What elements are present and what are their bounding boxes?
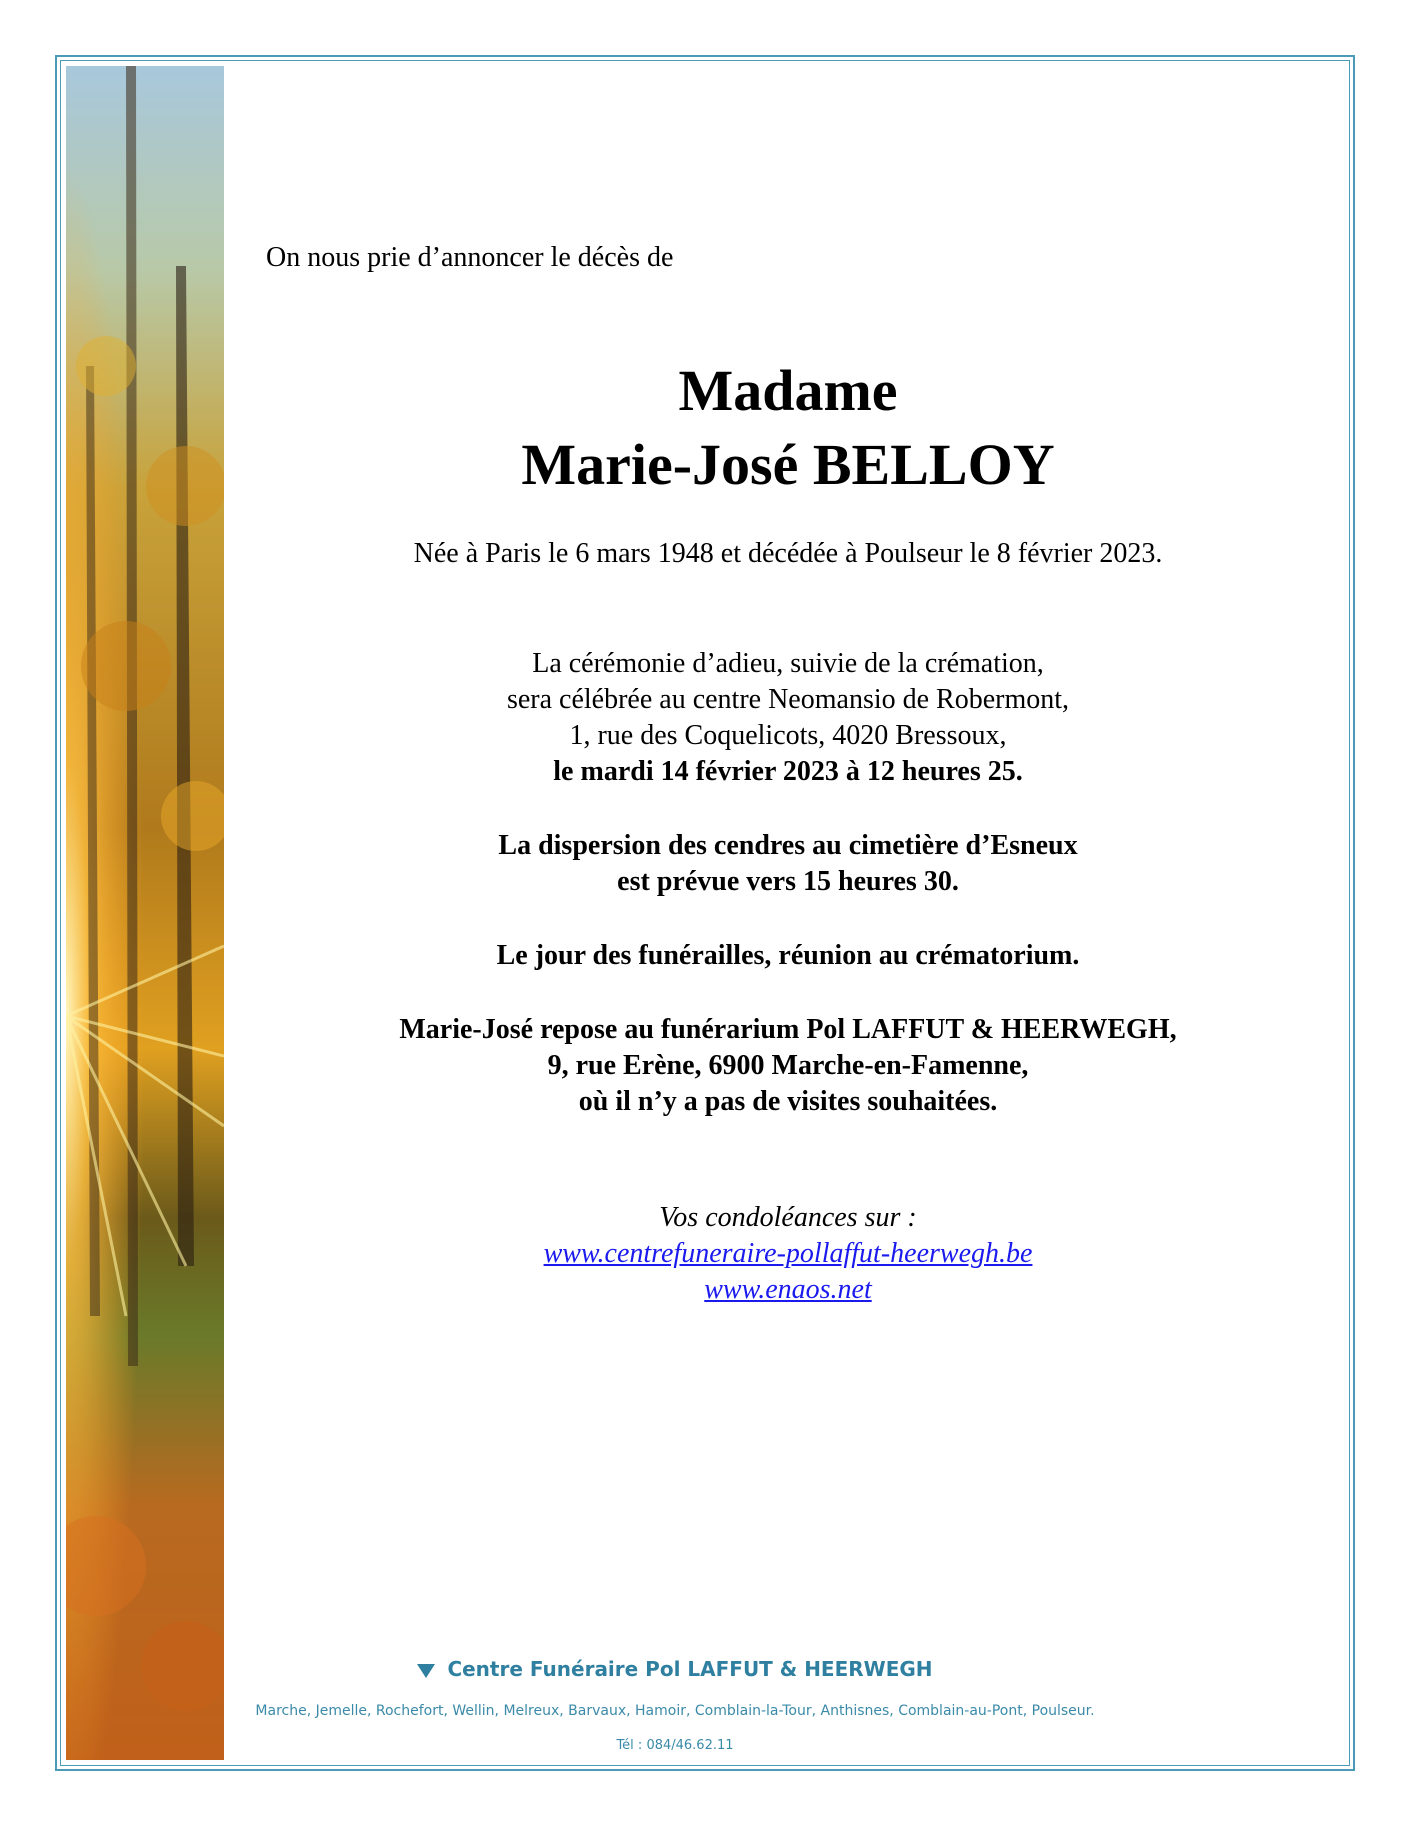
footer-telephone: Tél : 084/46.62.11 — [616, 1738, 734, 1753]
dispersion-line-2: est prévue vers 15 heures 30. — [617, 866, 959, 897]
triangle-down-icon — [417, 1664, 435, 1678]
intro-text: On nous prie d’annoncer le décès de — [266, 242, 674, 273]
deceased-name: Marie-José BELLOY — [521, 432, 1055, 497]
ceremony-line-1: La cérémonie d’adieu, suivie de la crémation, — [532, 648, 1044, 679]
repose-line-2: 9, rue Erène, 6900 Marche-en-Famenne, — [547, 1050, 1029, 1081]
condolences-link-centrefuneraire[interactable]: www.centrefuneraire-pollaffut-heerwegh.be — [543, 1238, 1033, 1269]
ceremony-date: le mardi 14 février 2023 à 12 heures 25. — [553, 756, 1023, 787]
repose-line-3: où il n’y a pas de visites souhaitées. — [578, 1086, 998, 1117]
repose-line-1: Marie-José repose au funérarium Pol LAFFUT & HEERWEGH, — [399, 1014, 1177, 1045]
deceased-title: Madame — [678, 358, 898, 423]
birth-death-line: Née à Paris le 6 mars 1948 et décédée à Poulseur le 8 février 2023. — [413, 538, 1163, 569]
reunion-line: Le jour des funérailles, réunion au crématorium. — [496, 940, 1080, 971]
ceremony-line-2: sera célébrée au centre Neomansio de Robermont, — [506, 684, 1070, 715]
footer-company-name: Centre Funéraire Pol LAFFUT & HEERWEGH — [447, 1657, 933, 1681]
page-border-inner — [60, 60, 1350, 1766]
ceremony-line-3: 1, rue des Coquelicots, 4020 Bressoux, — [569, 720, 1007, 751]
dispersion-line-1: La dispersion des cendres au cimetière d’Esneux — [498, 830, 1078, 861]
condolences-link-enaos[interactable]: www.enaos.net — [704, 1274, 872, 1305]
condolences-label: Vos condoléances sur : — [659, 1202, 917, 1233]
footer-company — [0, 1657, 1350, 1681]
footer-towns: Marche, Jemelle, Rochefort, Wellin, Melreux, Barvaux, Hamoir, Comblain-la-Tour, Anthisnes, Comblain-au-Pont, Poulseur. — [255, 1703, 1095, 1719]
autumn-forest-photo — [66, 66, 224, 1760]
